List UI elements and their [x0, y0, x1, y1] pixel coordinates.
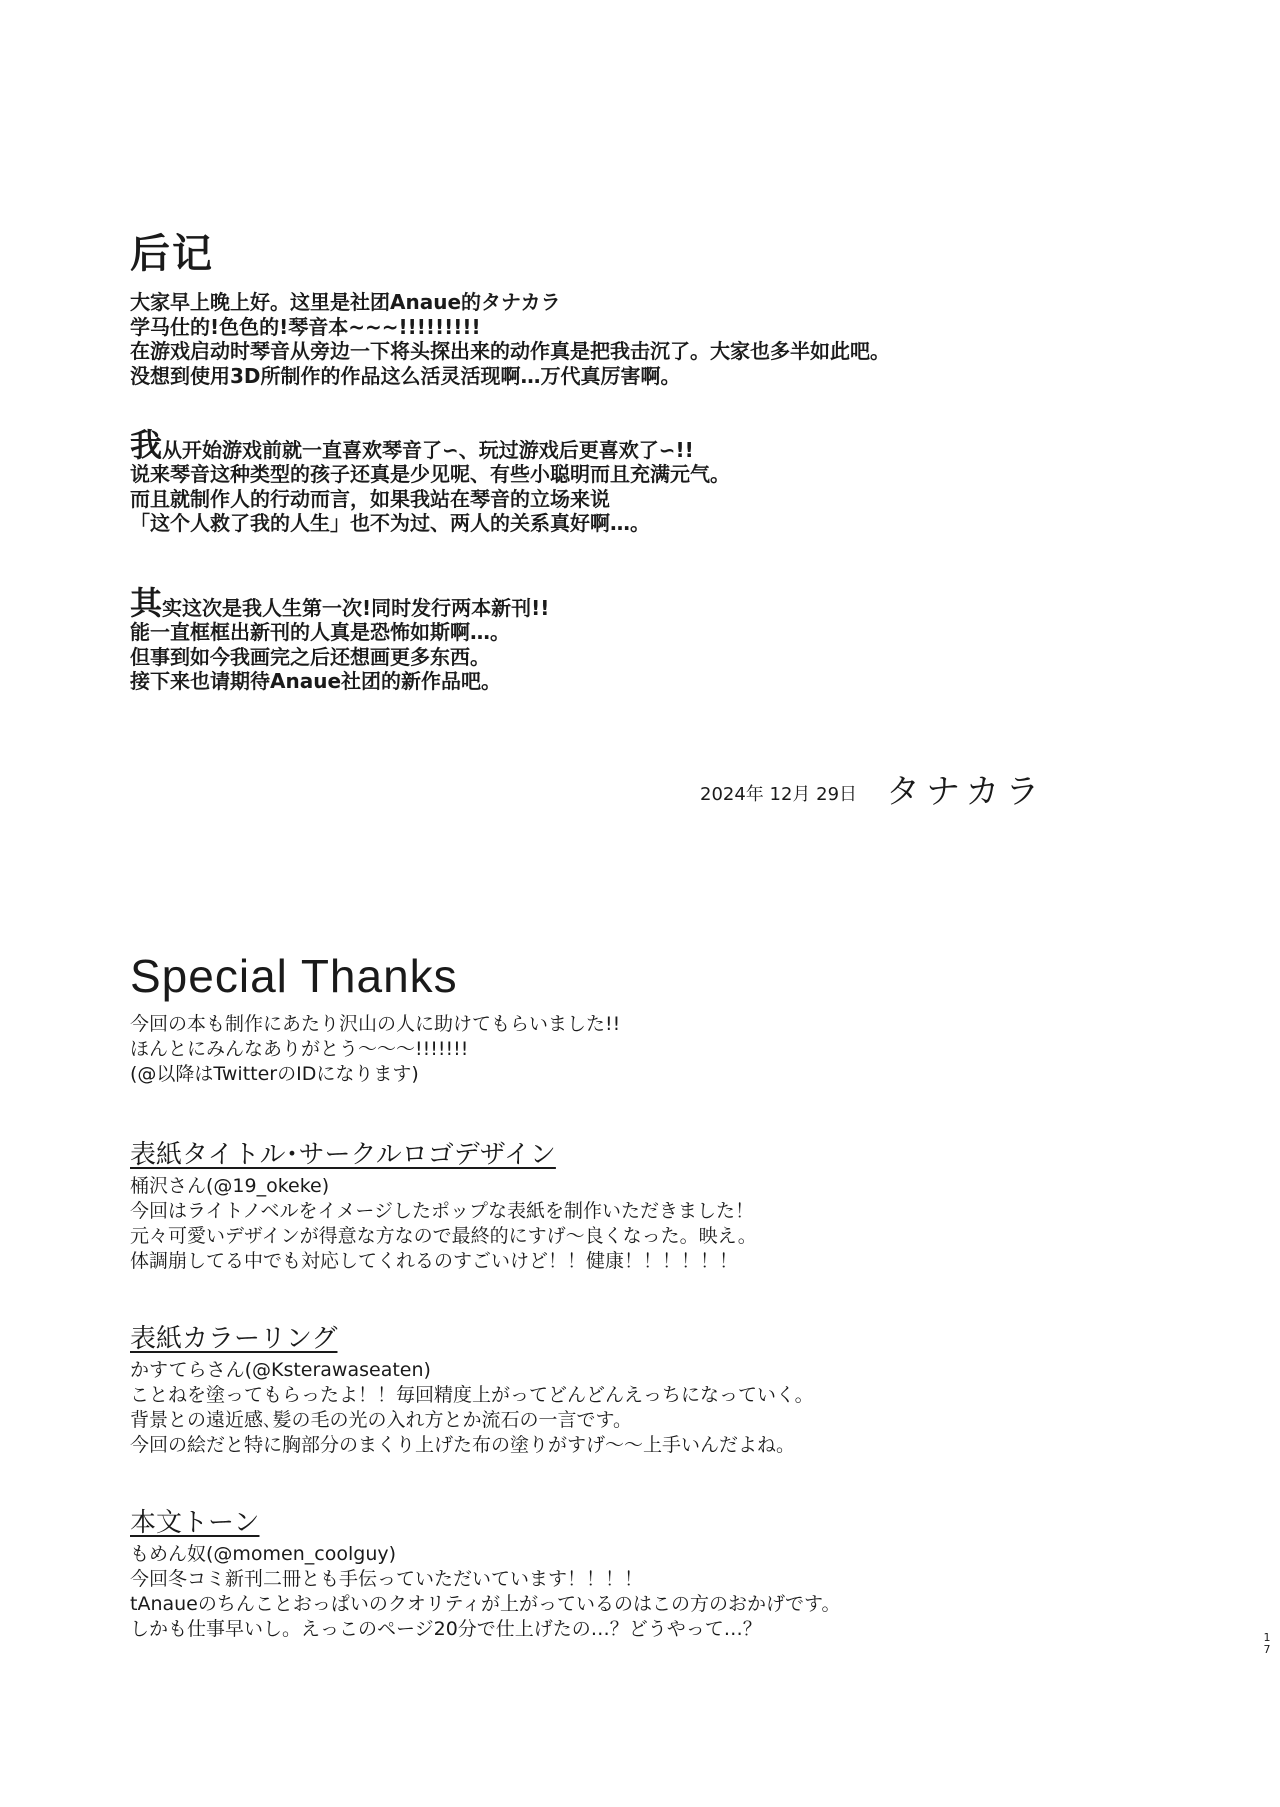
credit-name: もめん奴(@momen_coolguy): [130, 1543, 397, 1565]
text-line: 大家早上晚上好。这里是社团Anaue的タナカラ: [130, 290, 561, 314]
text-line: ほんとにみんなありがとう～～～!!!!!!!: [130, 1038, 469, 1060]
text-line: tAnaueのちんことおっぱいのクオリティが上がっているのはこの方のおかげです。: [130, 1593, 841, 1615]
special-thanks-intro: [130, 1012, 620, 1087]
drop-cap: 其: [130, 584, 163, 622]
text-line: 今回の本も制作にあたり沢山の人に助けてもらいました!!: [130, 1013, 621, 1035]
credit-name: かすてらさん(@Ksterawaseaten): [130, 1359, 431, 1381]
text-line: 今回の絵だと特に胸部分のまくり上げた布の塗りがすげ～～上手いんだよね。: [130, 1434, 796, 1456]
credit-section-title: 表紙タイトル･サークルロゴデザイン: [130, 1140, 556, 1170]
afterword-heading: 后记: [130, 231, 214, 277]
credit-section-title: 本文トーン: [130, 1508, 260, 1538]
drop-cap: 我: [130, 426, 163, 464]
text-line: ことねを塗ってもらったよ！！毎回精度上がってどんどんえっちになっていく。: [130, 1384, 814, 1406]
credit-name: 桶沢さん(@19_okeke): [130, 1175, 330, 1197]
text-line: 今回冬コミ新刊二冊とも手伝っていただいています！！！！: [130, 1568, 644, 1590]
text-line: 今回はライトノベルをイメージしたポップな表紙を制作いただきました！: [130, 1200, 754, 1222]
text-line: 而且就制作人的行动而言，如果我站在琴音的立场来说: [130, 486, 610, 511]
author-signature: タナカラ: [886, 772, 1046, 812]
text-line: 学马仕的!色色的!琴音本~~~!!!!!!!!!: [130, 314, 481, 339]
credit-section-cover-title-logo: [130, 1138, 757, 1274]
text-line: しかも仕事早いし。えっこのページ20分で仕上げたの…？どうやって…？: [130, 1618, 762, 1640]
paragraph-first-line: [130, 426, 730, 462]
afterword-date: 2024年 12月 29日: [700, 784, 858, 805]
page-number-digit: 1: [1263, 1631, 1271, 1644]
text-line: 从开始游戏前就一直喜欢琴音了∽、玩过游戏后更喜欢了∽!!: [162, 437, 694, 462]
text-line: 能一直框框出新刊的人真是恐怖如斯啊…。: [130, 620, 510, 644]
special-thanks-heading: Special Thanks: [130, 950, 458, 1002]
text-line: 「这个人救了我的人生」也不为过、两人的关系真好啊…。: [130, 511, 650, 535]
credit-section-title: 表紙カラーリング: [130, 1324, 338, 1354]
text-line: 但事到如今我画完之后还想画更多东西。: [130, 644, 490, 669]
text-line: 实这次是我人生第一次!同时发行两本新刊!!: [162, 595, 550, 620]
afterword-paragraph-2: [130, 426, 730, 536]
text-line: 背景との遠近感､髪の毛の光の入れ方とか流石の一言です。: [130, 1409, 632, 1431]
page-number-digit: 7: [1263, 1643, 1271, 1656]
text-line: 说来琴音这种类型的孩子还真是少见呢、有些小聪明而且充满元气。: [130, 462, 730, 486]
text-line: 接下来也请期待Anaue社团的新作品吧。: [130, 669, 502, 693]
text-line: 在游戏启动时琴音从旁边一下将头探出来的动作真是把我击沉了。大家也多半如此吧。: [130, 339, 890, 363]
page-number: [1262, 1632, 1272, 1656]
text-line: (@以降はTwitterのIDになります): [130, 1063, 419, 1085]
credit-section-cover-coloring: [130, 1322, 814, 1458]
text-line: 元々可愛いデザインが得意な方なので最終的にすげ～良くなった。映え。: [130, 1225, 757, 1247]
text-line: 没想到使用3D所制作的作品这么活灵活现啊…万代真厉害啊。: [130, 363, 681, 388]
credit-section-body-tone: [130, 1506, 840, 1642]
paragraph-first-line: [130, 584, 549, 620]
text-line: 体調崩してる中でも対応してくれるのすごいけど！！健康！！！！！！: [130, 1250, 739, 1272]
afterword-paragraph-1: [130, 290, 890, 388]
afterword-paragraph-3: [130, 584, 549, 694]
